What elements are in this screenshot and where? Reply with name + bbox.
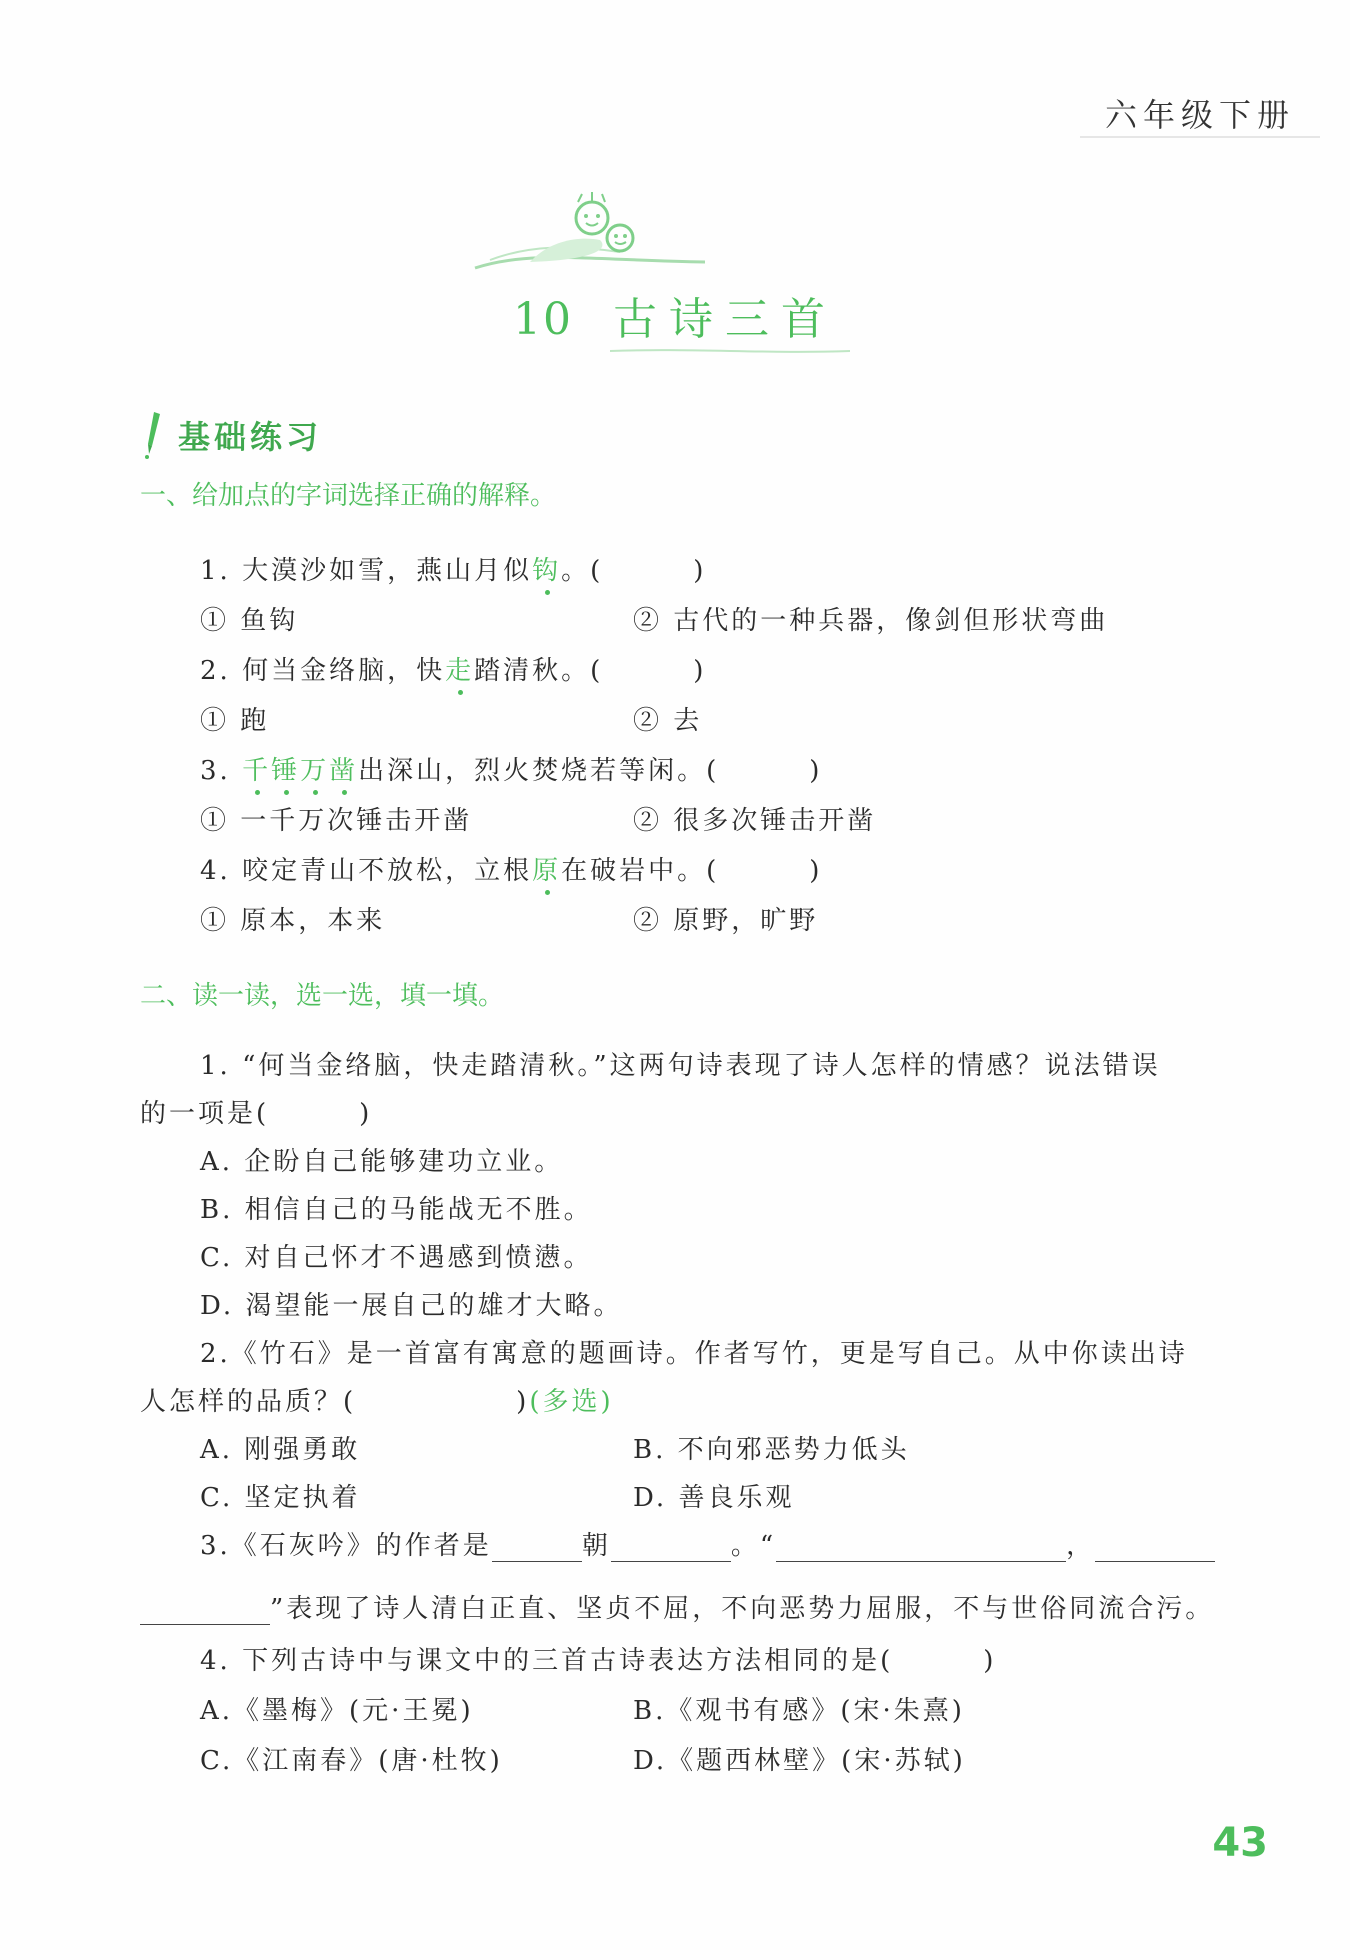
multi-select-note: (多选): [529, 1387, 614, 1417]
p2-question-1-line2: 的一项是( ): [140, 1099, 373, 1129]
lesson-title: [0, 283, 1350, 347]
p2-q1-option-a[interactable]: A. 企盼自己能够建功立业。: [200, 1147, 564, 1177]
p1-question-3: 3. 千锤万凿出深山，烈火焚烧若等闲。( ): [200, 756, 823, 786]
p2-q1-option-c[interactable]: C. 对自己怀才不遇感到愤懑。: [200, 1243, 593, 1273]
key-char: 走: [445, 656, 475, 686]
p1-q3-option-1[interactable]: ① 一千万次锤击开凿: [200, 806, 473, 836]
lesson-number: 10: [513, 294, 573, 345]
p2-q4-option-a[interactable]: A.《墨梅》(元·王冕): [200, 1696, 474, 1726]
part2-heading: 二、读一读，选一选，填一填。: [140, 981, 505, 1011]
p2-q1-option-d[interactable]: D. 渴望能一展自己的雄才大略。: [200, 1291, 623, 1321]
pen-icon: [140, 410, 170, 460]
p1-q4-option-2[interactable]: ② 原野，旷野: [633, 906, 819, 936]
poem-line-blank-2[interactable]: [1095, 1535, 1215, 1562]
p2-q4-option-b[interactable]: B.《观书有感》(宋·朱熹): [633, 1696, 965, 1726]
part1-heading: 一、给加点的字词选择正确的解释。: [140, 481, 557, 511]
dynasty-blank[interactable]: [492, 1535, 582, 1562]
p2-question-2-line1: 2.《竹石》是一首富有寓意的题画诗。作者写竹，更是写自己。从中你读出诗: [200, 1339, 1188, 1369]
p2-q2-option-a[interactable]: A. 刚强勇敢: [200, 1435, 361, 1465]
p1-q3-option-2[interactable]: ② 很多次锤击开凿: [633, 806, 877, 836]
p1-q2-option-1[interactable]: ① 跑: [200, 706, 270, 736]
poem-line-blank-3[interactable]: [140, 1598, 270, 1625]
p1-question-4: 4. 咬定青山不放松，立根原在破岩中。( ): [200, 856, 823, 886]
p2-q1-option-b[interactable]: B. 相信自己的马能战无不胜。: [200, 1195, 593, 1225]
p1-q4-option-1[interactable]: ① 原本，本来: [200, 906, 386, 936]
p2-q2-option-c[interactable]: C. 坚定执着: [200, 1483, 361, 1513]
p2-q4-option-c[interactable]: C.《江南春》(唐·杜牧): [200, 1746, 503, 1776]
p2-q4-option-d[interactable]: D.《题西林壁》(宋·苏轼): [633, 1746, 966, 1776]
p2-question-4: 4. 下列古诗中与课文中的三首古诗表达方法相同的是( ): [200, 1646, 997, 1676]
p2-question-3-line1: 3.《石灰吟》的作者是 朝 。“ ，: [200, 1525, 1215, 1562]
author-blank[interactable]: [611, 1535, 731, 1562]
p2-question-3-line2: ”表现了诗人清白正直、坚贞不屈，不向恶势力屈服，不与世俗同流合污。: [140, 1588, 1214, 1625]
p2-q2-option-d[interactable]: D. 善良乐观: [633, 1483, 795, 1513]
title-underline: [610, 348, 850, 354]
p1-q2-option-2[interactable]: ② 去: [633, 706, 703, 736]
key-char: 钩: [532, 556, 562, 586]
section-label: 基础练习: [178, 418, 323, 456]
section-heading: [140, 410, 322, 460]
grade-tag: 六年级下册: [1080, 90, 1320, 138]
p1-q1-option-1[interactable]: ① 鱼钩: [200, 606, 299, 636]
p2-question-1-line1: 1. “何当金络脑，快走踏清秋。”这两句诗表现了诗人怎样的情感？说法错误: [200, 1051, 1161, 1081]
lesson-name: 古诗三首: [613, 294, 837, 345]
p1-question-2: 2. 何当金络脑，快走踏清秋。( ): [200, 656, 707, 686]
page-number: 43: [1212, 1820, 1268, 1866]
children-doodle-icon: [470, 190, 710, 290]
p2-q2-option-b[interactable]: B. 不向邪恶势力低头: [633, 1435, 910, 1465]
p2-question-2-line2: 人怎样的品质？( )(多选): [140, 1387, 614, 1417]
poem-line-blank-1[interactable]: [776, 1535, 1066, 1562]
p1-question-1: 1. 大漠沙如雪，燕山月似钩。( ): [200, 556, 707, 586]
p1-q1-option-2[interactable]: ② 古代的一种兵器，像剑但形状弯曲: [633, 606, 1109, 636]
key-char: 原: [532, 856, 562, 886]
